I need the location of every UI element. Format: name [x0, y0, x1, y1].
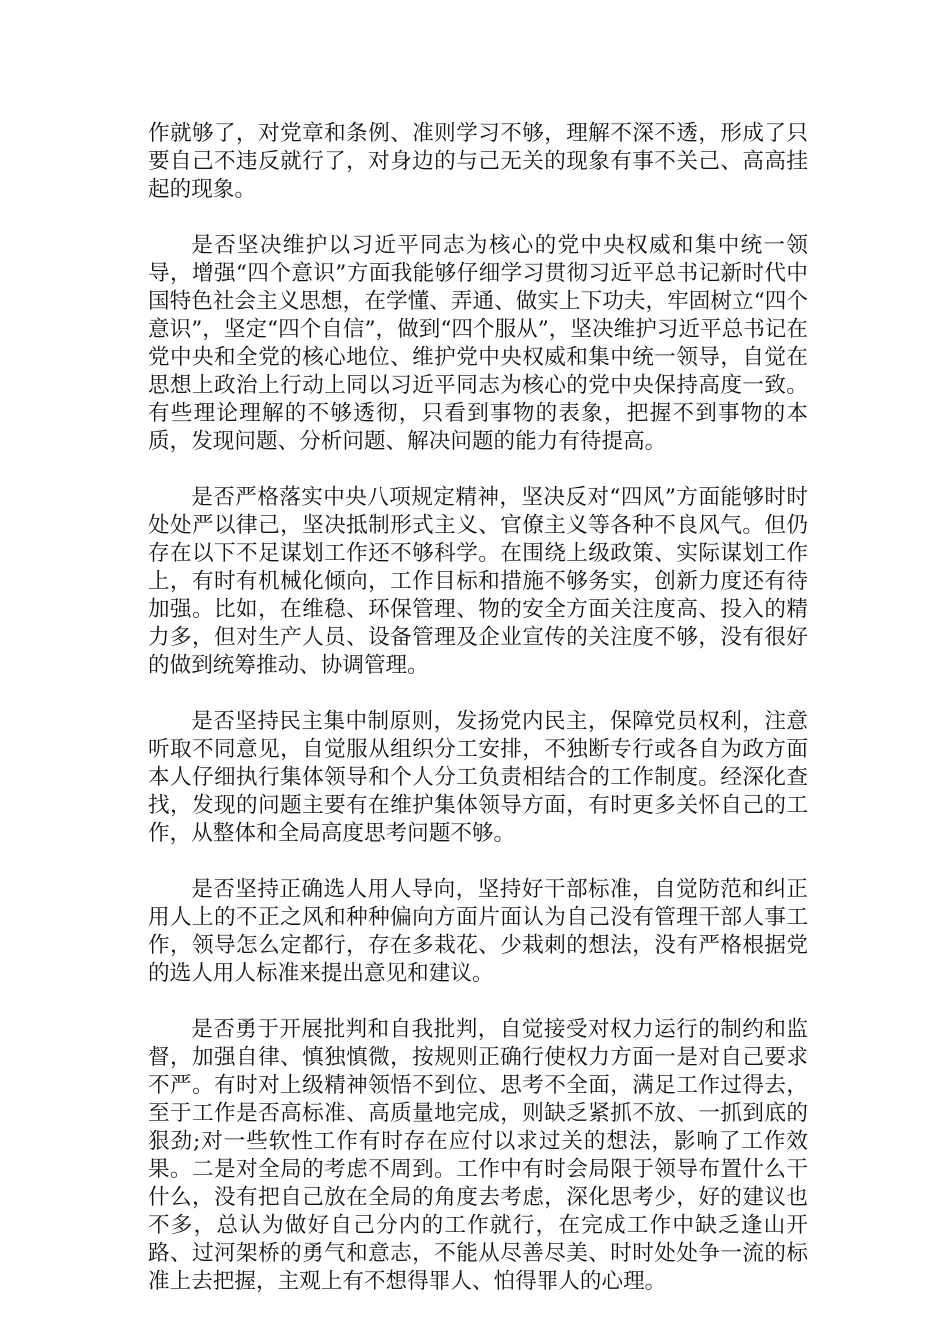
- document-body: [148, 120, 808, 1296]
- paragraph-personnel-selection: 是否坚持正确选人用人导向，坚持好干部标准，自觉防范和纠正用人上的不正之风和种种偏向方面片面认为自己没有管理干部人事工作，领导怎么定都行，存在多栽花、少栽刺的想法，没有严格根据党的选人用人标准来提出意见和建议。: [148, 877, 808, 986]
- paragraph-core-authority: 是否坚决维护以习近平同志为核心的党中央权威和集中统一领导，增强“四个意识”方面我能够仔细学习贯彻习近平总书记新时代中国特色社会主义思想，在学懂、弄通、做实上下功夫，牢固树立“四个意识”，坚定“四个自信”，做到“四个服从”，坚决维护习近平总书记在党中央和全党的核心地位、维护党中央权威和集中统一领导，自觉在思想上政治上行动上同以习近平同志为核心的党中央保持高度一致。有些理论理解的不够透彻，只看到事物的表象，把握不到事物的本质，发现问题、分析问题、解决问题的能力有待提高。: [148, 233, 808, 454]
- paragraph-self-criticism: 是否勇于开展批判和自我批判，自觉接受对权力运行的制约和监督，加强自律、慎独慎微，按规则正确行使权力方面一是对自己要求不严。有时对上级精神领悟不到位、思考不全面，满足工作过得去，至于工作是否高标准、高质量地完成，则缺乏紧抓不放、一抓到底的狠劲;对一些软性工作有时存在应付以求过关的想法，影响了工作效果。二是对全局的考虑不周到。工作中有时会局限于领导布置什么干什么，没有把自己放在全局的角度去考虑，深化思考少，好的建议也不多，总认为做好自己分内的工作就行，在完成工作中缺乏逢山开路、过河架桥的勇气和意志，不能从尽善尽美、时时处处争一流的标准上去把握，主观上有不想得罪人、怕得罪人的心理。: [148, 1017, 808, 1294]
- paragraph-democratic-centralism: 是否坚持民主集中制原则，发扬党内民主，保障党员权利，注意听取不同意见，自觉服从组织分工安排，不独断专行或各自为政方面本人仔细执行集体领导和个人分工负责相结合的工作制度。经深化查找，发现的问题主要有在维护集体领导方面，有时更多关怀自己的工作，从整体和全局高度思考问题不够。: [148, 709, 808, 846]
- paragraph-eight-regulations: 是否严格落实中央八项规定精神，坚决反对“四风”方面能够时时处处严以律己，坚决抵制形式主义、官僚主义等各种不良风气。但仍存在以下不足谋划工作还不够科学。在围绕上级政策、实际谋划工作上，有时有机械化倾向，工作目标和措施不够务实，创新力度还有待加强。比如，在维稳、环保管理、物的安全方面关注度高、投入的精力多，但对生产人员、设备管理及企业宣传的关注度不够，没有很好的做到统筹推动、协调管理。: [148, 485, 808, 678]
- paragraph-continuation: 作就够了，对党章和条例、准则学习不够，理解不深不透，形成了只要自己不违反就行了，对身边的与己无关的现象有事不关己、高高挂起的现象。: [148, 121, 808, 202]
